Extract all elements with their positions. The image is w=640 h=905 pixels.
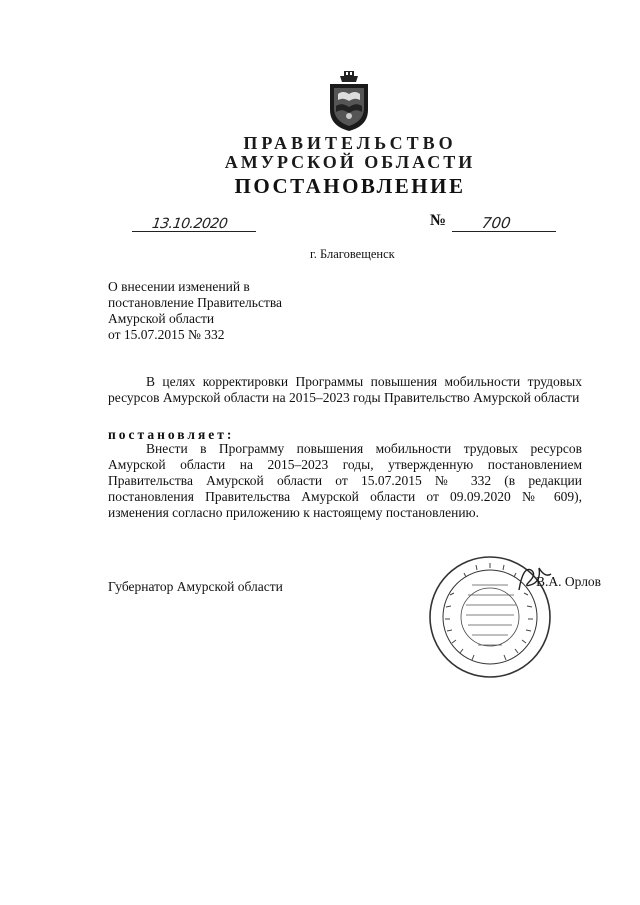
document-number: 700 [480,214,512,232]
signatory-title: Губернатор Амурской области [108,579,283,594]
number-underline [452,231,556,232]
organization-name-line1: ПРАВИТЕЛЬСТВО [243,133,457,153]
number-sign: № [430,212,447,229]
city-name: г. Благовещенск [310,247,395,261]
resolution-paragraph: Внести в Программу повышения мобильности трудовых ресурсов Амурской области на 2015–2023 годы, утвержденную постановлением Правительства Амурской области от 15.07.2015 № 332 (в редакции постановления Правительства Амурской области от 09.09.2020 № 609), изменения согласно приложению к настоящему постановлению. [108,441,582,520]
date-underline [132,231,256,232]
document-date: 13.10.2020 [150,216,229,232]
organization-name-line2: АМУРСКОЙ ОБЛАСТИ [224,152,476,172]
document-type-title: ПОСТАНОВЛЕНИЕ [234,174,466,198]
decree-word: постановляет: [108,427,235,442]
subject-line: О внесении изменений в [108,279,250,294]
coat-of-arms-icon [326,70,372,132]
document-subject [108,279,282,343]
subject-line: постановление Правительства [108,295,283,310]
subject-line: от 15.07.2015 № 332 [108,327,225,342]
preamble-paragraph: В целях корректировки Программы повышения мобильности трудовых ресурсов Амурской области на 2015–2023 годы Правительство Амурской области [108,374,582,405]
subject-line: Амурской области [108,311,215,326]
signatory-name: В.А. Орлов [536,574,602,589]
